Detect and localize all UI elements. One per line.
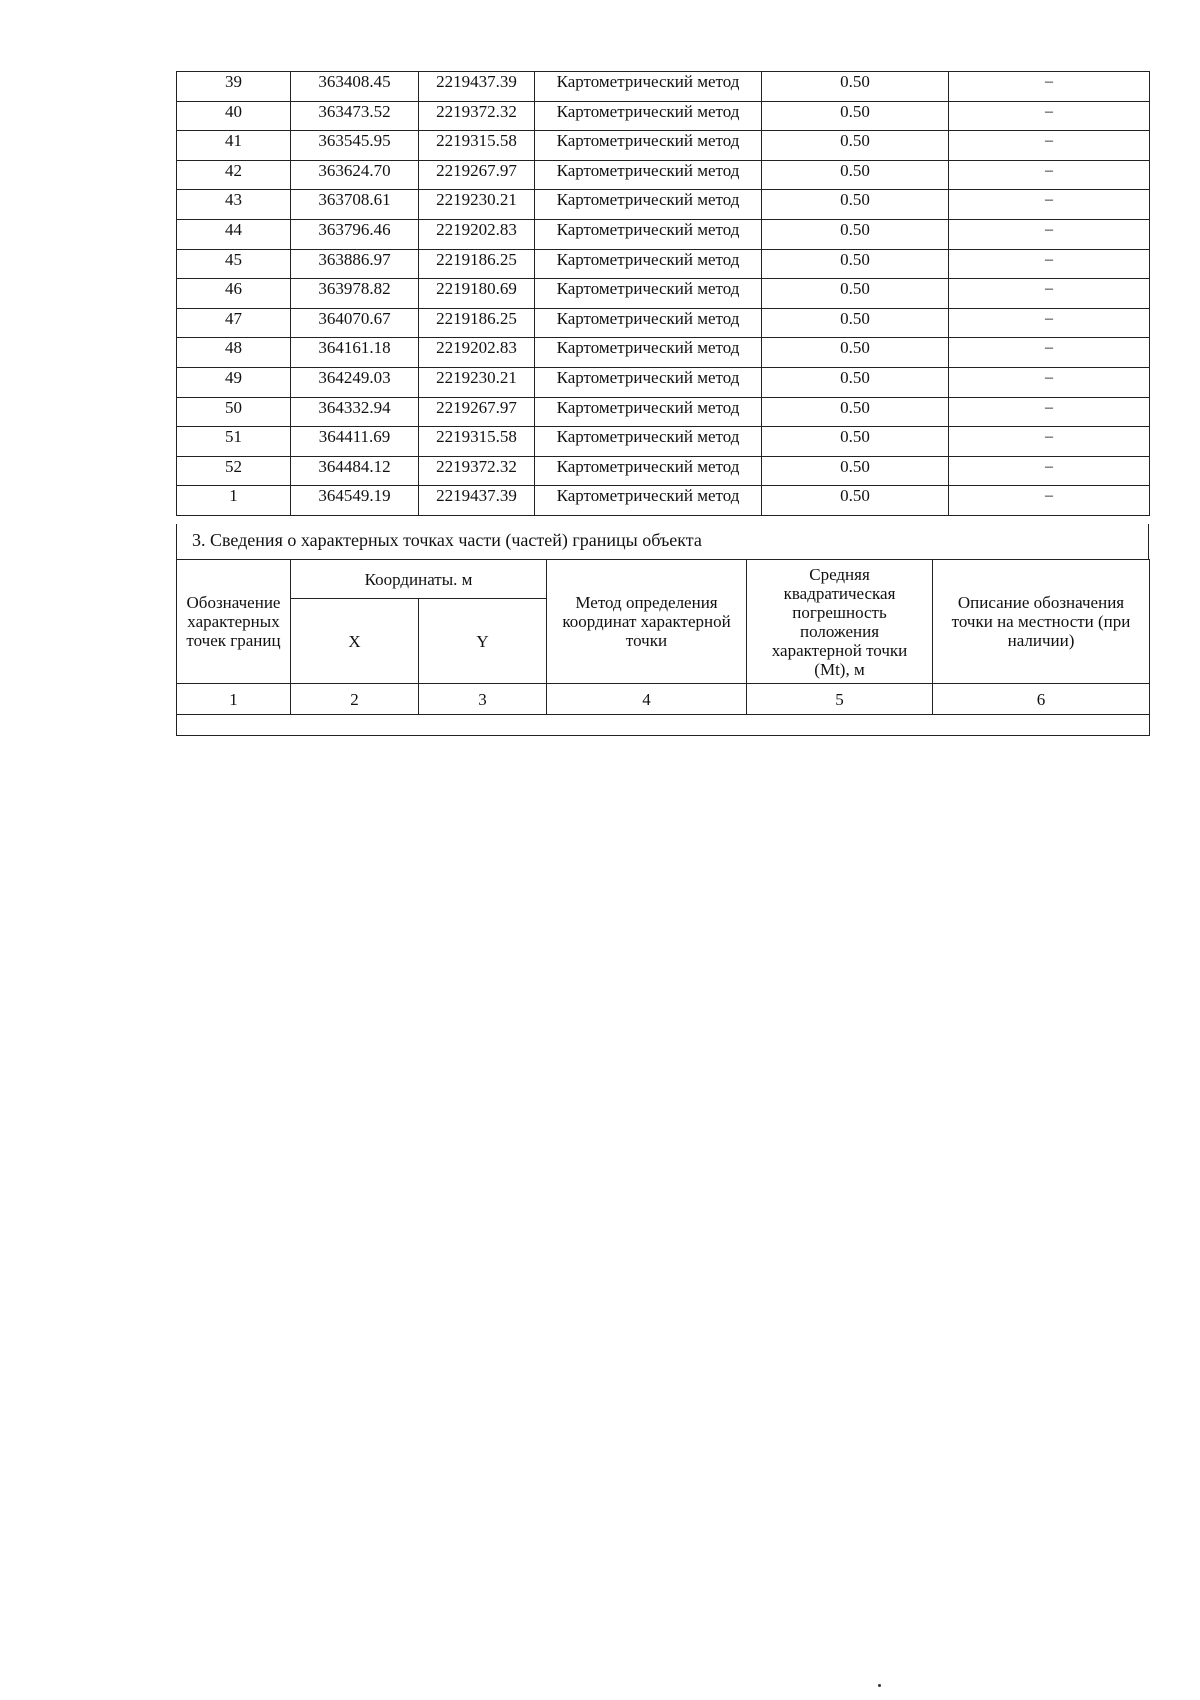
coord-y: 2219202.83 bbox=[419, 219, 535, 249]
description: – bbox=[949, 338, 1150, 368]
header-description: Описание обозначения точки на местности (при наличии) bbox=[933, 560, 1150, 684]
column-number: 2 bbox=[291, 684, 419, 715]
scan-speck bbox=[878, 1684, 881, 1687]
coord-y: 2219267.97 bbox=[419, 160, 535, 190]
coord-y: 2219315.58 bbox=[419, 427, 535, 457]
method: Картометрический метод bbox=[535, 160, 762, 190]
part-boundary-points-table bbox=[176, 559, 1150, 736]
accuracy: 0.50 bbox=[762, 249, 949, 279]
accuracy: 0.50 bbox=[762, 72, 949, 102]
description: – bbox=[949, 160, 1150, 190]
point-number: 49 bbox=[177, 367, 291, 397]
description: – bbox=[949, 427, 1150, 457]
method: Картометрический метод bbox=[535, 190, 762, 220]
table-row bbox=[177, 279, 1150, 309]
accuracy: 0.50 bbox=[762, 308, 949, 338]
accuracy: 0.50 bbox=[762, 397, 949, 427]
coord-y: 2219372.32 bbox=[419, 101, 535, 131]
accuracy: 0.50 bbox=[762, 160, 949, 190]
coord-y: 2219437.39 bbox=[419, 486, 535, 516]
section-3-title-row bbox=[176, 524, 1149, 559]
accuracy: 0.50 bbox=[762, 101, 949, 131]
coord-y: 2219315.58 bbox=[419, 131, 535, 161]
point-number: 40 bbox=[177, 101, 291, 131]
description: – bbox=[949, 219, 1150, 249]
table-row bbox=[177, 101, 1150, 131]
method: Картометрический метод bbox=[535, 367, 762, 397]
method: Картометрический метод bbox=[535, 427, 762, 457]
column-number: 6 bbox=[933, 684, 1150, 715]
point-number: 47 bbox=[177, 308, 291, 338]
point-number: 43 bbox=[177, 190, 291, 220]
accuracy: 0.50 bbox=[762, 367, 949, 397]
coord-x: 364070.67 bbox=[291, 308, 419, 338]
header-coordinates: Координаты. м bbox=[291, 560, 547, 599]
description: – bbox=[949, 72, 1150, 102]
method: Картометрический метод bbox=[535, 101, 762, 131]
description: – bbox=[949, 367, 1150, 397]
table-row bbox=[177, 190, 1150, 220]
point-number: 45 bbox=[177, 249, 291, 279]
coord-y: 2219267.97 bbox=[419, 397, 535, 427]
empty-row bbox=[177, 715, 1150, 736]
coord-y: 2219437.39 bbox=[419, 72, 535, 102]
coord-x: 364484.12 bbox=[291, 456, 419, 486]
table-row bbox=[177, 456, 1150, 486]
coord-x: 363708.61 bbox=[291, 190, 419, 220]
point-number: 39 bbox=[177, 72, 291, 102]
coord-x: 364411.69 bbox=[291, 427, 419, 457]
header-y: Y bbox=[419, 599, 547, 684]
column-number: 4 bbox=[547, 684, 747, 715]
point-number: 50 bbox=[177, 397, 291, 427]
description: – bbox=[949, 308, 1150, 338]
point-number: 46 bbox=[177, 279, 291, 309]
table-row bbox=[177, 338, 1150, 368]
table-row bbox=[177, 397, 1150, 427]
coord-y: 2219230.21 bbox=[419, 190, 535, 220]
header-designation: Обозначение характерных точек границ bbox=[177, 560, 291, 684]
point-number: 41 bbox=[177, 131, 291, 161]
coord-x: 363545.95 bbox=[291, 131, 419, 161]
coord-x: 364549.19 bbox=[291, 486, 419, 516]
description: – bbox=[949, 190, 1150, 220]
method: Картометрический метод bbox=[535, 249, 762, 279]
method: Картометрический метод bbox=[535, 219, 762, 249]
header-x: X bbox=[291, 599, 419, 684]
table-row bbox=[177, 486, 1150, 516]
coord-x: 363978.82 bbox=[291, 279, 419, 309]
column-number: 5 bbox=[747, 684, 933, 715]
column-number: 1 bbox=[177, 684, 291, 715]
table-row bbox=[177, 308, 1150, 338]
accuracy: 0.50 bbox=[762, 279, 949, 309]
accuracy: 0.50 bbox=[762, 486, 949, 516]
method: Картометрический метод bbox=[535, 397, 762, 427]
accuracy: 0.50 bbox=[762, 190, 949, 220]
table-row bbox=[177, 72, 1150, 102]
coord-x: 363624.70 bbox=[291, 160, 419, 190]
method: Картометрический метод bbox=[535, 486, 762, 516]
point-number: 52 bbox=[177, 456, 291, 486]
coord-y: 2219186.25 bbox=[419, 249, 535, 279]
table-row bbox=[177, 219, 1150, 249]
method: Картометрический метод bbox=[535, 279, 762, 309]
coord-y: 2219202.83 bbox=[419, 338, 535, 368]
description: – bbox=[949, 101, 1150, 131]
accuracy: 0.50 bbox=[762, 456, 949, 486]
table-row bbox=[177, 131, 1150, 161]
method: Картометрический метод bbox=[535, 338, 762, 368]
method: Картометрический метод bbox=[535, 131, 762, 161]
point-number: 48 bbox=[177, 338, 291, 368]
method: Картометрический метод bbox=[535, 72, 762, 102]
description: – bbox=[949, 486, 1150, 516]
boundary-points-body bbox=[177, 72, 1150, 516]
coord-x: 363408.45 bbox=[291, 72, 419, 102]
description: – bbox=[949, 397, 1150, 427]
coord-y: 2219372.32 bbox=[419, 456, 535, 486]
accuracy: 0.50 bbox=[762, 219, 949, 249]
coord-x: 364332.94 bbox=[291, 397, 419, 427]
description: – bbox=[949, 249, 1150, 279]
point-number: 42 bbox=[177, 160, 291, 190]
coord-y: 2219230.21 bbox=[419, 367, 535, 397]
section-3-title: 3. Сведения о характерных точках части (частей) границы объекта bbox=[192, 530, 702, 550]
point-number: 1 bbox=[177, 486, 291, 516]
accuracy: 0.50 bbox=[762, 131, 949, 161]
table-row bbox=[177, 427, 1150, 457]
method: Картометрический метод bbox=[535, 456, 762, 486]
description: – bbox=[949, 279, 1150, 309]
table-row bbox=[177, 367, 1150, 397]
column-number: 3 bbox=[419, 684, 547, 715]
coord-x: 364161.18 bbox=[291, 338, 419, 368]
boundary-points-table bbox=[176, 71, 1150, 516]
coord-x: 364249.03 bbox=[291, 367, 419, 397]
accuracy: 0.50 bbox=[762, 427, 949, 457]
table-row bbox=[177, 249, 1150, 279]
coord-x: 363796.46 bbox=[291, 219, 419, 249]
coord-x: 363473.52 bbox=[291, 101, 419, 131]
point-number: 51 bbox=[177, 427, 291, 457]
header-accuracy: Средняя квадратическая погрешность положения характерной точки (Mt), м bbox=[747, 560, 933, 684]
header-method: Метод определения координат характерной точки bbox=[547, 560, 747, 684]
coord-y: 2219180.69 bbox=[419, 279, 535, 309]
coord-y: 2219186.25 bbox=[419, 308, 535, 338]
coord-x: 363886.97 bbox=[291, 249, 419, 279]
method: Картометрический метод bbox=[535, 308, 762, 338]
accuracy: 0.50 bbox=[762, 338, 949, 368]
point-number: 44 bbox=[177, 219, 291, 249]
table-row bbox=[177, 160, 1150, 190]
description: – bbox=[949, 131, 1150, 161]
description: – bbox=[949, 456, 1150, 486]
